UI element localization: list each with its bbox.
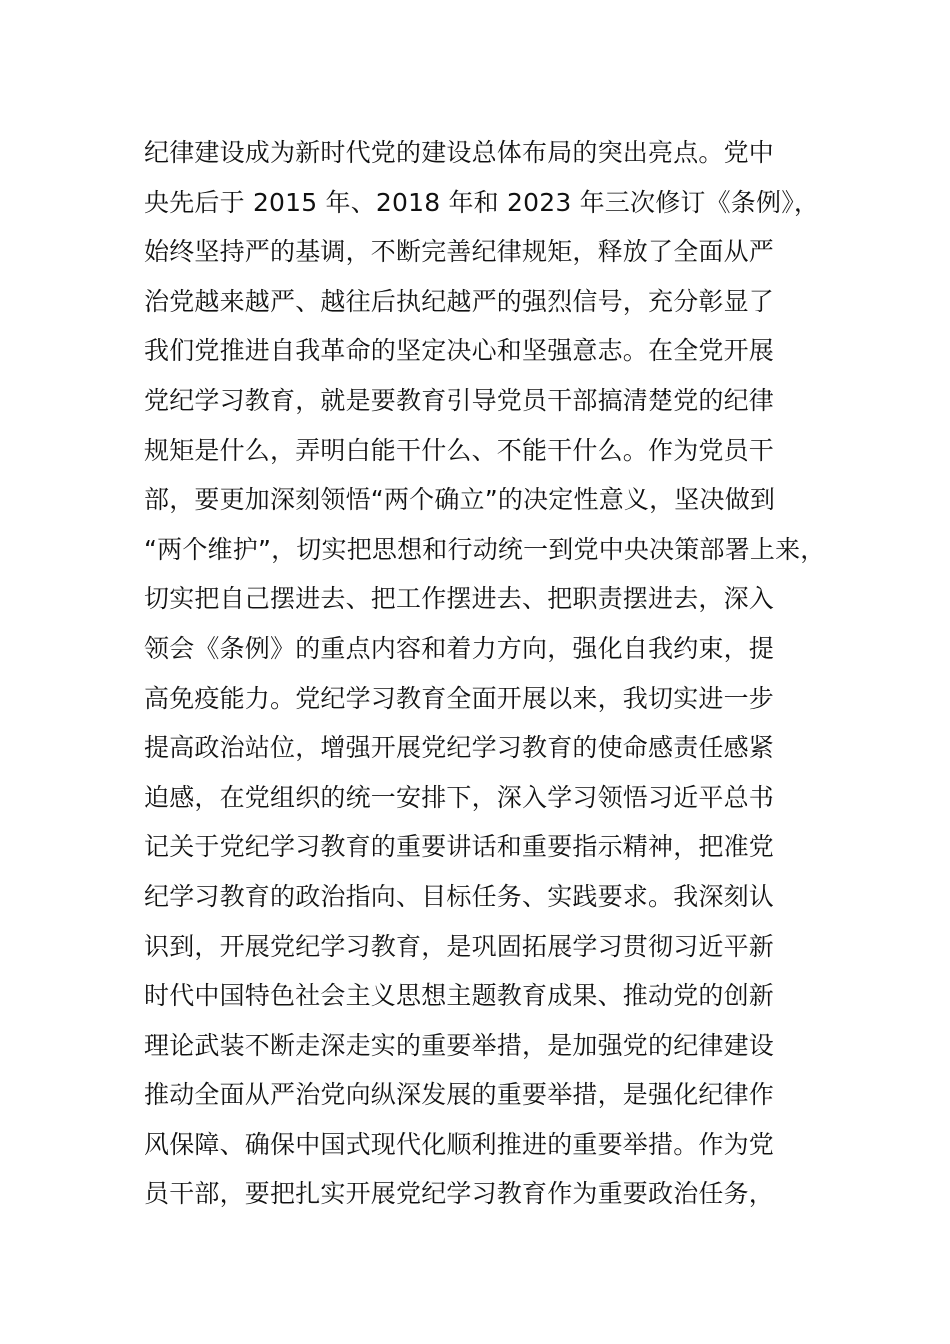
text-line: 央先后于 2015 年、2018 年和 2023 年三次修订《条例》， <box>144 187 820 217</box>
text-line: 风保障、确保中国式现代化顺利推进的重要举措。作为党 <box>144 1129 775 1159</box>
text-line: 纪学习教育的政治指向、目标任务、实践要求。我深刻认 <box>144 881 775 911</box>
text-line: 记关于党纪学习教育的重要讲话和重要指示精神，把准党 <box>144 832 775 862</box>
text-line: 党纪学习教育，就是要教育引导党员干部搞清楚党的纪律 <box>144 385 775 415</box>
text-line: 切实把自己摆进去、把工作摆进去、把职责摆进去，深入 <box>144 584 775 614</box>
text-line: 纪律建设成为新时代党的建设总体布局的突出亮点。党中 <box>144 138 775 167</box>
text-line: 治党越来越严、越往后执纪越严的强烈信号，充分彰显了 <box>144 286 775 316</box>
text-line: 迫感，在党组织的统一安排下，深入学习领悟习近平总书 <box>144 782 775 812</box>
text-line: 始终坚持严的基调，不断完善纪律规矩，释放了全面从严 <box>144 237 775 267</box>
text-line: 识到，开展党纪学习教育，是巩固拓展学习贯彻习近平新 <box>144 931 775 961</box>
text-line: 高免疫能力。党纪学习教育全面开展以来，我切实进一步 <box>144 683 775 713</box>
text-line: 我们党推进自我革命的坚定决心和坚强意志。在全党开展 <box>144 336 775 366</box>
text-line: 部，要更加深刻领悟“两个确立”的决定性意义，坚决做到 <box>144 485 776 515</box>
text-line: 领会《条例》的重点内容和着力方向，强化自我约束，提 <box>144 633 775 663</box>
body-paragraph <box>144 128 844 1219</box>
text-line: 提高政治站位，增强开展党纪学习教育的使命感责任感紧 <box>144 733 775 763</box>
text-line: “两个维护”，切实把思想和行动统一到党中央决策部署上来， <box>144 534 826 564</box>
text-line: 理论武装不断走深走实的重要举措，是加强党的纪律建设 <box>144 1030 775 1060</box>
text-line: 推动全面从严治党向纵深发展的重要举措，是强化纪律作 <box>144 1080 775 1110</box>
text-line: 规矩是什么，弄明白能干什么、不能干什么。作为党员干 <box>144 435 775 465</box>
text-line: 时代中国特色社会主义思想主题教育成果、推动党的创新 <box>144 981 775 1011</box>
text-line: 员干部，要把扎实开展党纪学习教育作为重要政治任务， <box>144 1179 775 1209</box>
